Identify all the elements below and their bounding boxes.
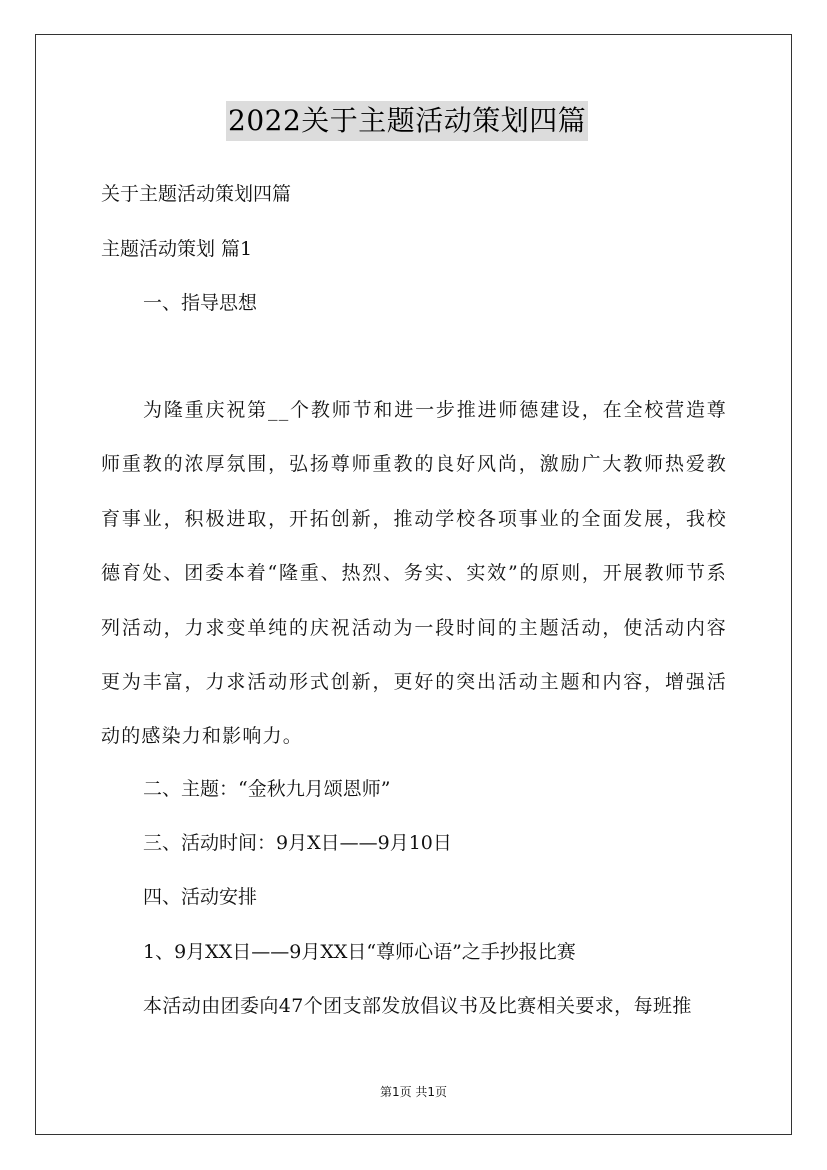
heading-activity-arrangement: 四、活动安排 [143, 886, 258, 908]
heading-theme: 二、主题：“金秋九月颂恩师” [143, 778, 391, 800]
heading-guiding-ideology: 一、指导思想 [143, 292, 258, 314]
document-title: 2022关于主题活动策划四篇 [226, 101, 588, 141]
document-subtitle: 关于主题活动策划四篇 [101, 183, 292, 205]
body-paragraph-activity-1: 本活动由团委向47个团支部发放倡议书及比赛相关要求，每班推 [143, 995, 692, 1017]
heading-activity-time: 三、活动时间：9月X日——9月10日 [143, 832, 452, 854]
activity-item-1: 1、9月XX日——9月XX日“尊师心语”之手抄报比赛 [143, 941, 576, 963]
body-paragraph-intro: 为隆重庆祝第__个教师节和进一步推进师德建设，在全校营造尊师重教的浓厚氛围，弘扬尊师重教的良好风尚，激励广大教师热爱教育事业，积极进取，开拓创新，推动学校各项事业的全面发展，我校德育处、团委本着“隆重、热烈、务实、实效”的原则，开展教师节系列活动，力求变单纯的庆祝活动为一段时间的主题活动，使活动内容更为丰富，力求活动形式创新，更好的突出活动主题和内容，增强活动的感染力和影响力。 [101, 399, 727, 748]
page-footer: 第1页 共1页 [379, 1085, 448, 1099]
section-heading: 主题活动策划 篇1 [101, 238, 253, 260]
